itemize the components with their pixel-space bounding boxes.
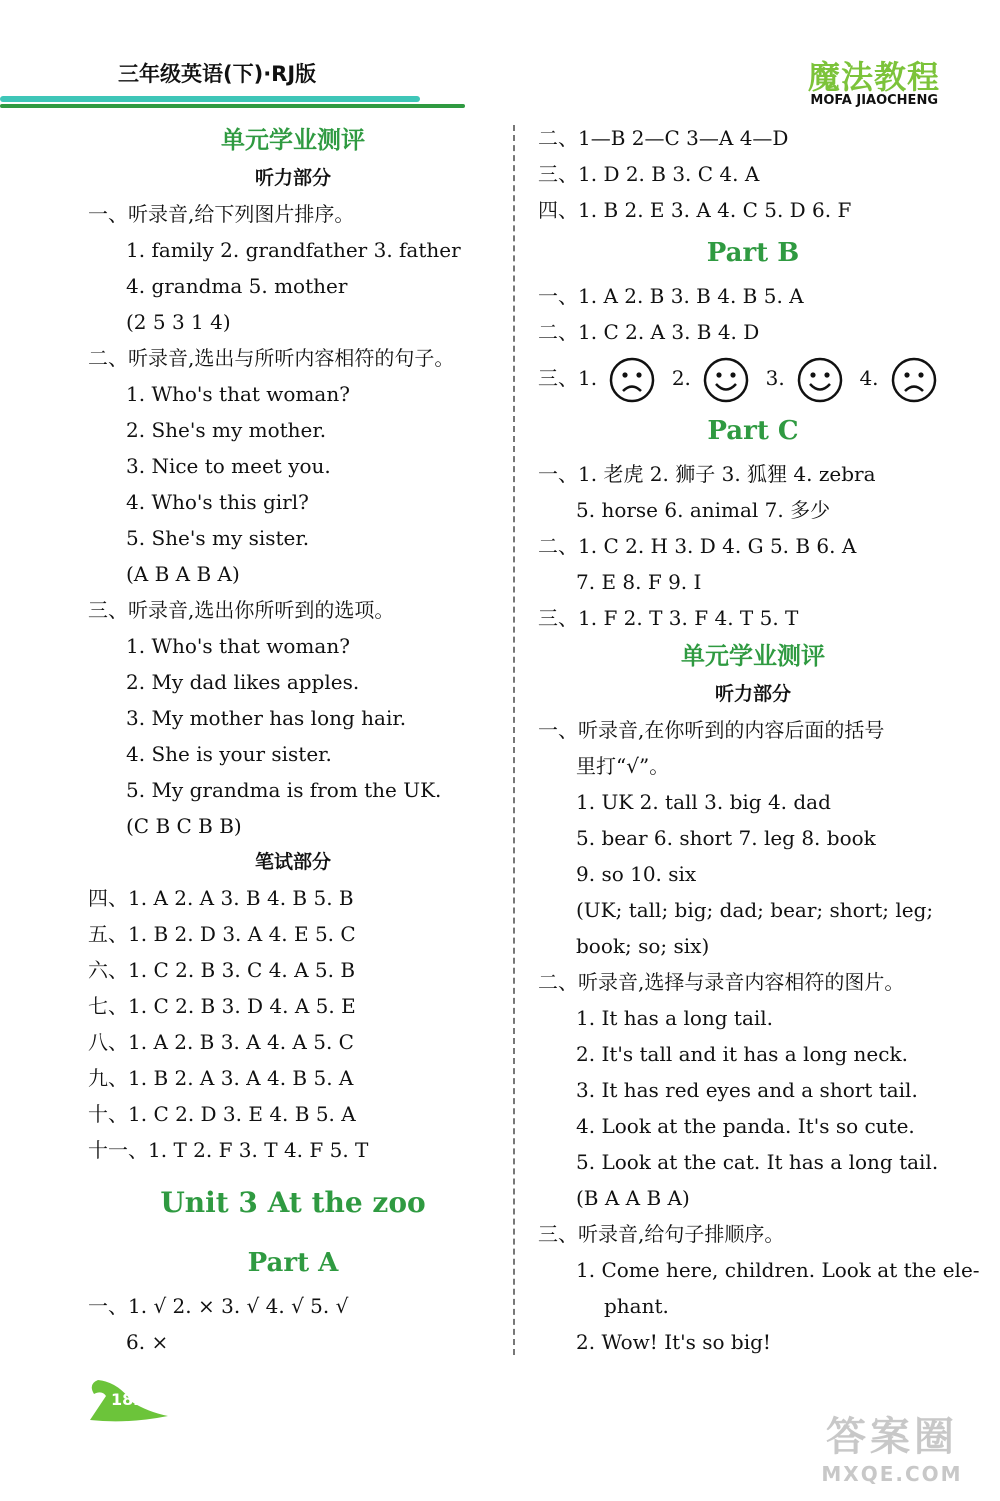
answer-line: 5. My grandma is from the UK. [126, 778, 442, 802]
answer-line: 4. She is your sister. [126, 742, 332, 766]
answer-line: 一、1. 老虎 2. 狮子 3. 狐狸 4. zebra [538, 462, 876, 486]
answer-line: 1. Who's that woman? [126, 634, 350, 658]
answer-line: 八、1. A 2. B 3. A 4. A 5. C [88, 1030, 354, 1054]
column-divider [513, 125, 515, 1355]
answer-line: 4. grandma 5. mother [126, 274, 348, 298]
answer-line: 1. It has a long tail. [576, 1006, 774, 1030]
answer-line: 二、1. C 2. A 3. B 4. D [538, 320, 760, 344]
answer-line: 3. It has red eyes and a short tail. [576, 1078, 918, 1102]
answer-line: 6. × [126, 1330, 169, 1354]
sad-face-icon [609, 357, 655, 403]
section-title: 单元学业测评 [221, 126, 365, 154]
question-heading: 二、听录音,选出与所听内容相符的句子。 [88, 346, 455, 370]
brand-subtitle: MOFA JIAOCHENG [810, 93, 938, 108]
part-b-title: Part B [706, 238, 800, 268]
answer-line: 三、1. D 2. B 3. C 4. A [538, 162, 760, 186]
happy-face-icon [703, 357, 749, 403]
answer-line: 5. Look at the cat. It has a long tail. [576, 1150, 939, 1174]
watermark-url: MXQE.COM [821, 1462, 963, 1486]
face-label: 4. [859, 366, 879, 390]
brand-logo: 魔法教程 [807, 58, 940, 96]
answer-key: (B A A B A) [576, 1186, 690, 1210]
answer-line: 5. bear 6. short 7. leg 8. book [576, 826, 876, 850]
answer-line-cont: phant. [604, 1294, 669, 1318]
answer-key: book; so; six) [576, 934, 710, 958]
answer-line: 十一、1. T 2. F 3. T 4. F 5. T [88, 1138, 369, 1162]
left-column [88, 120, 498, 1360]
answer-line: 1. family 2. grandfather 3. father [126, 238, 461, 262]
happy-face-icon [797, 357, 843, 403]
part-a-title: Part A [247, 1248, 339, 1278]
answer-key: (A B A B A) [126, 562, 240, 586]
answer-line: 七、1. C 2. B 3. D 4. A 5. E [88, 994, 356, 1018]
watermark [812, 1405, 972, 1486]
face-label: 3. [765, 366, 785, 390]
answer-line: 1. Who's that woman? [126, 382, 350, 406]
listening-heading: 听力部分 [714, 683, 791, 705]
answer-line: 十、1. C 2. D 3. E 4. B 5. A [88, 1102, 356, 1126]
answer-line: 5. horse 6. animal 7. 多少 [576, 498, 831, 522]
sad-face-icon [891, 357, 937, 403]
answer-line: 2. It's tall and it has a long neck. [576, 1042, 908, 1066]
answer-line: 9. so 10. six [576, 862, 697, 886]
answer-key: (2 5 3 1 4) [126, 310, 231, 334]
answer-line: 4. Who's this girl? [126, 490, 309, 514]
question-heading: 一、听录音,给下列图片排序。 [88, 202, 355, 226]
answer-line: 六、1. C 2. B 3. C 4. A 5. B [88, 958, 356, 982]
answer-line: 3. My mother has long hair. [126, 706, 407, 730]
answer-line: 2. Wow! It's so big! [576, 1330, 771, 1354]
question-heading: 一、听录音,在你听到的内容后面的括号 [538, 718, 885, 742]
answer-line: 四、1. A 2. A 3. B 4. B 5. B [88, 886, 354, 910]
face-answer-line [538, 350, 968, 406]
answer-line: 二、1—B 2—C 3—A 4—D [538, 126, 789, 150]
answer-key: (UK; tall; big; dad; bear; short; leg; [576, 898, 934, 922]
header-bar [0, 96, 420, 102]
answer-line: 4. Look at the panda. It's so cute. [576, 1114, 915, 1138]
answer-line: 1. UK 2. tall 3. big 4. dad [576, 790, 831, 814]
answer-line: 2. My dad likes apples. [126, 670, 360, 694]
answer-line: 3. Nice to meet you. [126, 454, 331, 478]
answer-line: 一、1. √ 2. × 3. √ 4. √ 5. √ [88, 1294, 349, 1318]
answer-line: 五、1. B 2. D 3. A 4. E 5. C [88, 922, 356, 946]
watermark-logo: 答案圈 [826, 1414, 958, 1460]
answer-key: (C B C B B) [126, 814, 242, 838]
part-c-title: Part C [707, 416, 799, 446]
face-label: 三、1. [538, 366, 598, 390]
page-number: 182 [111, 1390, 145, 1409]
answer-line: 九、1. B 2. A 3. A 4. B 5. A [88, 1066, 354, 1090]
answer-line: 三、1. F 2. T 3. F 4. T 5. T [538, 606, 799, 630]
question-heading: 三、听录音,给句子排顺序。 [538, 1222, 785, 1246]
page-number-badge [88, 1372, 170, 1424]
header-bar-underline [0, 104, 465, 108]
answer-line: 7. E 8. F 9. I [576, 570, 702, 594]
answer-line: 二、1. C 2. H 3. D 4. G 5. B 6. A [538, 534, 857, 558]
right-column [538, 120, 980, 1360]
answer-line: 2. She's my mother. [126, 418, 327, 442]
question-heading-cont: 里打“√”。 [576, 754, 670, 778]
written-heading: 笔试部分 [254, 851, 331, 873]
book-title: 三年级英语(下)·RJ版 [118, 62, 317, 86]
answer-line: 5. She's my sister. [126, 526, 310, 550]
face-label: 2. [671, 366, 691, 390]
section-title: 单元学业测评 [681, 642, 825, 670]
question-heading: 三、听录音,选出你所听到的选项。 [88, 598, 395, 622]
answer-line: 一、1. A 2. B 3. B 4. B 5. A [538, 284, 804, 308]
unit-title: Unit 3 At the zoo [160, 1186, 426, 1219]
listening-heading: 听力部分 [254, 167, 331, 189]
question-heading: 二、听录音,选择与录音内容相符的图片。 [538, 970, 905, 994]
answer-line: 1. Come here, children. Look at the ele- [576, 1258, 980, 1282]
answer-line: 四、1. B 2. E 3. A 4. C 5. D 6. F [538, 198, 852, 222]
